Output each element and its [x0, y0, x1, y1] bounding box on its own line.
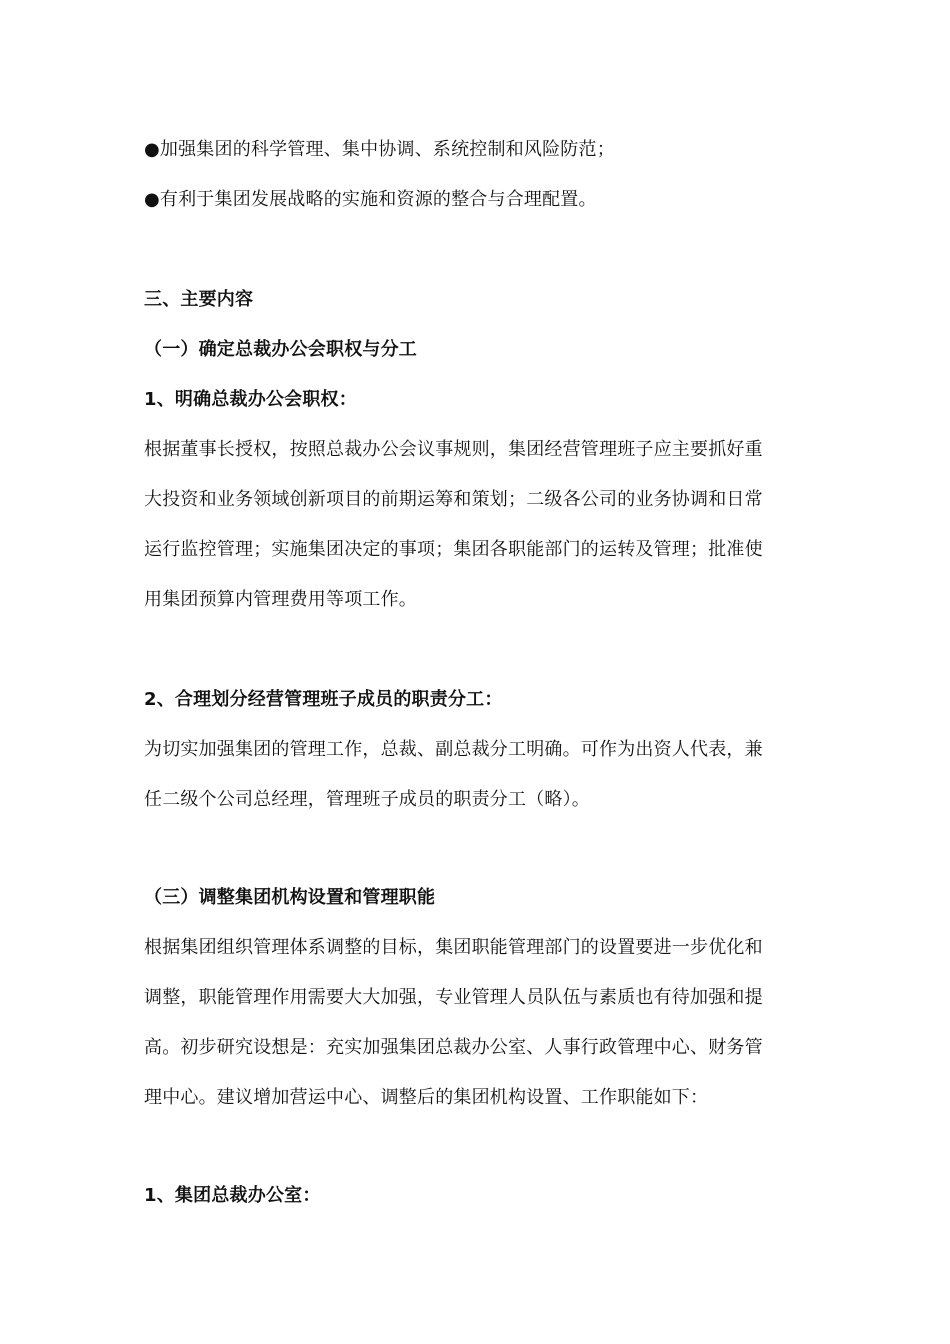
paragraph-line: 理中心。建议增加营运中心、调整后的集团机构设置、工作职能如下： [144, 1087, 709, 1108]
section-heading: 三、主要内容 [144, 289, 254, 310]
paragraph-line: 根据董事长授权，按照总裁办公会议事规则，集团经营管理班子应主要抓好重 [144, 439, 763, 460]
paragraph-line: 运行监控管理；实施集团决定的事项；集团各职能部门的运转及管理；批准使 [144, 539, 763, 560]
item-heading: 1、集团总裁办公室： [144, 1185, 321, 1206]
item-heading: 2、合理划分经营管理班子成员的职责分工： [144, 689, 503, 710]
paragraph-line: 用集团预算内管理费用等项工作。 [144, 589, 417, 610]
bullet-item: ●加强集团的科学管理、集中协调、系统控制和风险防范； [144, 139, 615, 160]
paragraph-line: 高。初步研究设想是：充实加强集团总裁办公室、人事行政管理中心、财务管 [144, 1037, 763, 1058]
paragraph-line: 任二级个公司总经理，管理班子成员的职责分工（略）。 [144, 789, 590, 810]
paragraph-line: 调整，职能管理作用需要大大加强，专业管理人员队伍与素质也有待加强和提 [144, 987, 763, 1008]
item-heading: 1、明确总裁办公会职权： [144, 389, 357, 410]
subsection-heading: （一）确定总裁办公会职权与分工 [144, 339, 417, 360]
bullet-item: ●有利于集团发展战略的实施和资源的整合与合理配置。 [144, 189, 597, 210]
paragraph-line: 根据集团组织管理体系调整的目标，集团职能管理部门的设置要进一步优化和 [144, 937, 763, 958]
paragraph-line: 大投资和业务领域创新项目的前期运筹和策划；二级各公司的业务协调和日常 [144, 489, 763, 510]
subsection-heading: （三）调整集团机构设置和管理职能 [144, 887, 436, 908]
paragraph-line: 为切实加强集团的管理工作，总裁、副总裁分工明确。可作为出资人代表，兼 [144, 739, 763, 760]
